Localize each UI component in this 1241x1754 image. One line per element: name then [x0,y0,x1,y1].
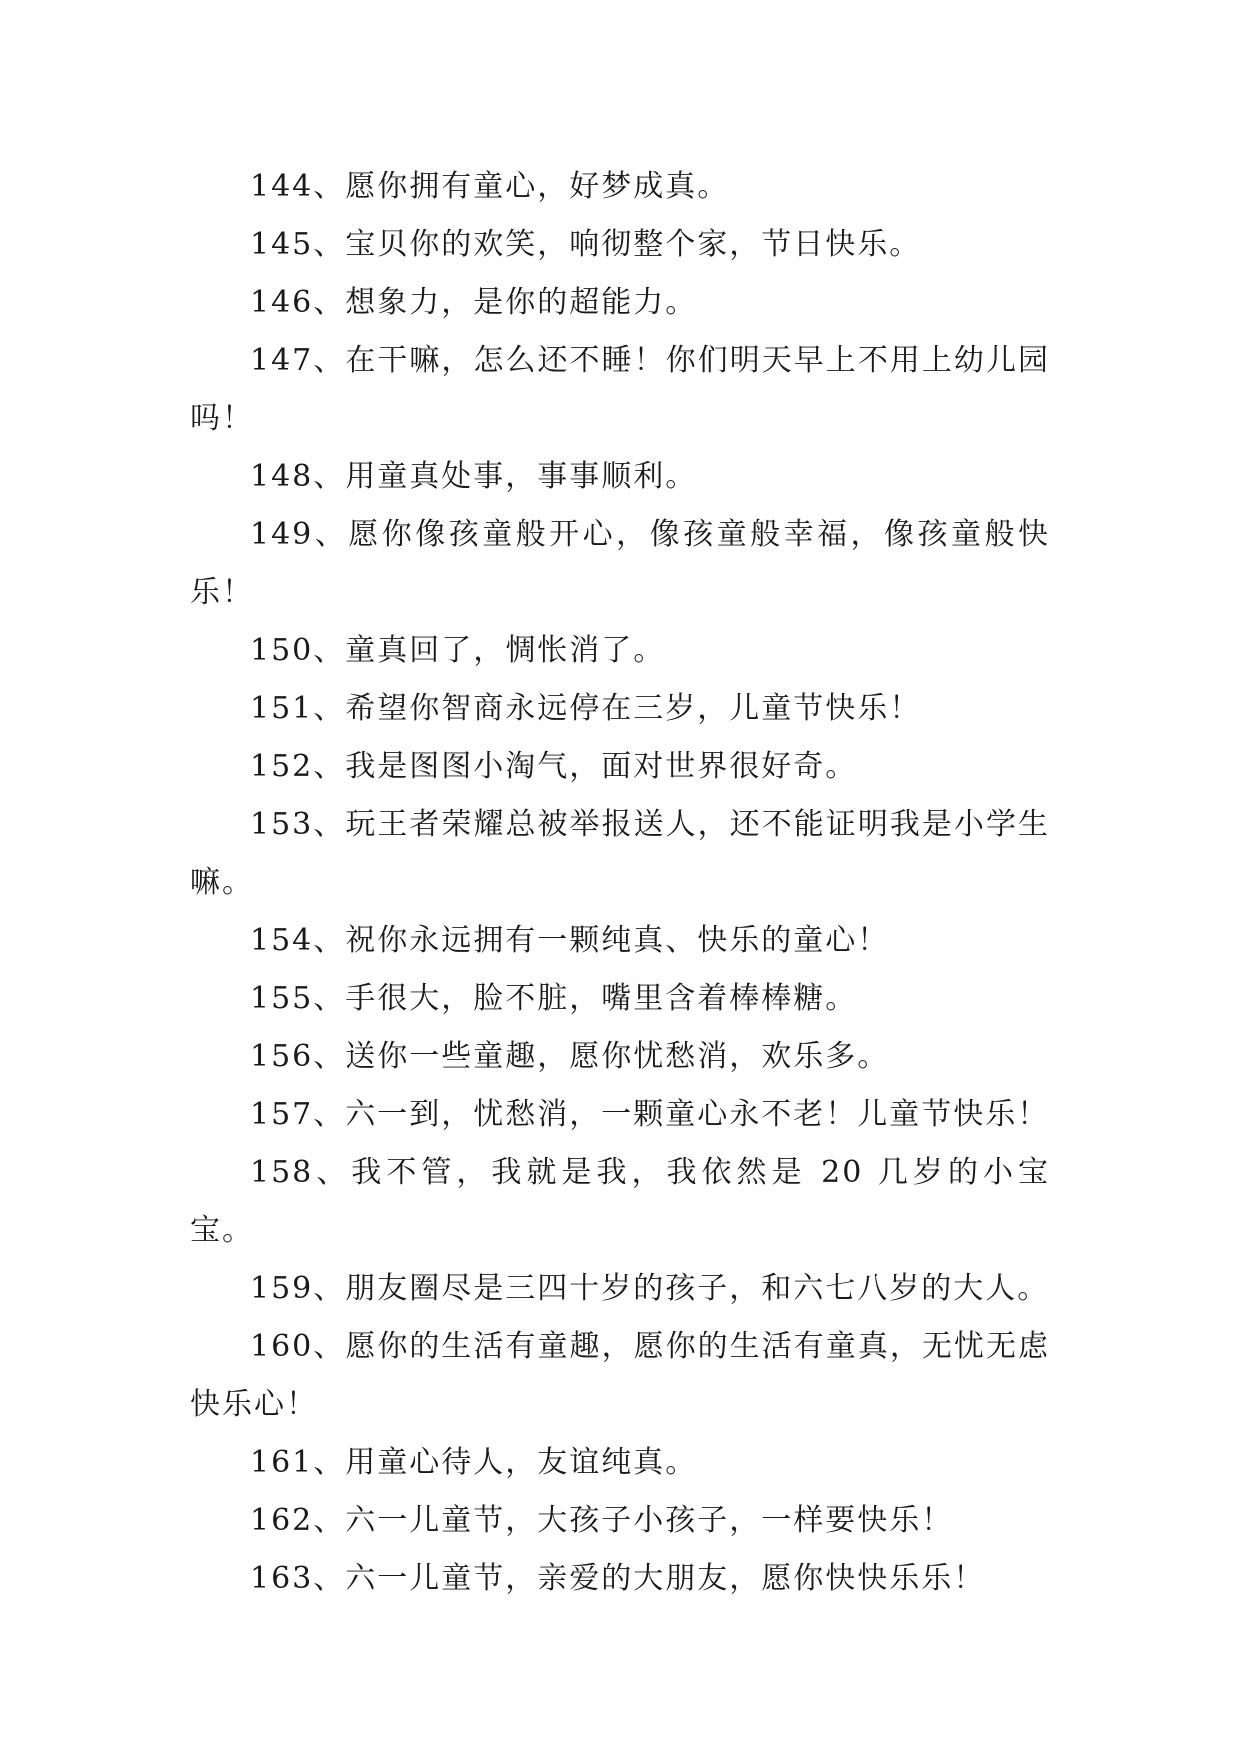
paragraph-161: 161、用童心待人，友谊纯真。 [250,1445,698,1480]
paragraph-155: 155、手很大，脸不脏，嘴里含着棒棒糖。 [250,981,858,1016]
paragraph-159: 159、朋友圈尽是三四十岁的孩子，和六七八岁的大人。 [250,1271,1050,1306]
paragraph-150: 150、童真回了，惆怅消了。 [250,633,666,668]
paragraph-154: 154、祝你永远拥有一颗纯真、快乐的童心！ [250,923,890,958]
paragraph-156: 156、送你一些童趣，愿你忧愁消，欢乐多。 [250,1039,890,1074]
paragraph-149: 149、愿你像孩童般开心，像孩童般幸福，像孩童般快乐！ [190,517,1050,610]
paragraph-152: 152、我是图图小淘气，面对世界很好奇。 [250,749,858,784]
paragraph-162: 162、六一儿童节，大孩子小孩子，一样要快乐！ [250,1503,954,1538]
paragraph-160: 160、愿你的生活有童趣，愿你的生活有童真，无忧无虑快乐心！ [190,1329,1050,1422]
paragraph-146: 146、想象力，是你的超能力。 [250,285,698,320]
paragraph-153: 153、玩王者荣耀总被举报送人，还不能证明我是小学生嘛。 [190,807,1050,900]
paragraph-147: 147、在干嘛，怎么还不睡！你们明天早上不用上幼儿园吗！ [190,343,1050,436]
paragraph-151: 151、希望你智商永远停在三岁，儿童节快乐！ [250,691,922,726]
paragraph-145: 145、宝贝你的欢笑，响彻整个家，节日快乐。 [250,227,922,262]
paragraph-148: 148、用童真处事，事事顺利。 [250,459,698,494]
paragraph-157: 157、六一到，忧愁消，一颗童心永不老！儿童节快乐！ [250,1097,1050,1132]
document-body [190,158,1050,1608]
paragraph-163: 163、六一儿童节，亲爱的大朋友，愿你快快乐乐！ [250,1561,986,1596]
paragraph-144: 144、愿你拥有童心，好梦成真。 [250,169,730,204]
paragraph-158: 158、我不管，我就是我，我依然是 20 几岁的小宝宝。 [190,1155,1050,1248]
